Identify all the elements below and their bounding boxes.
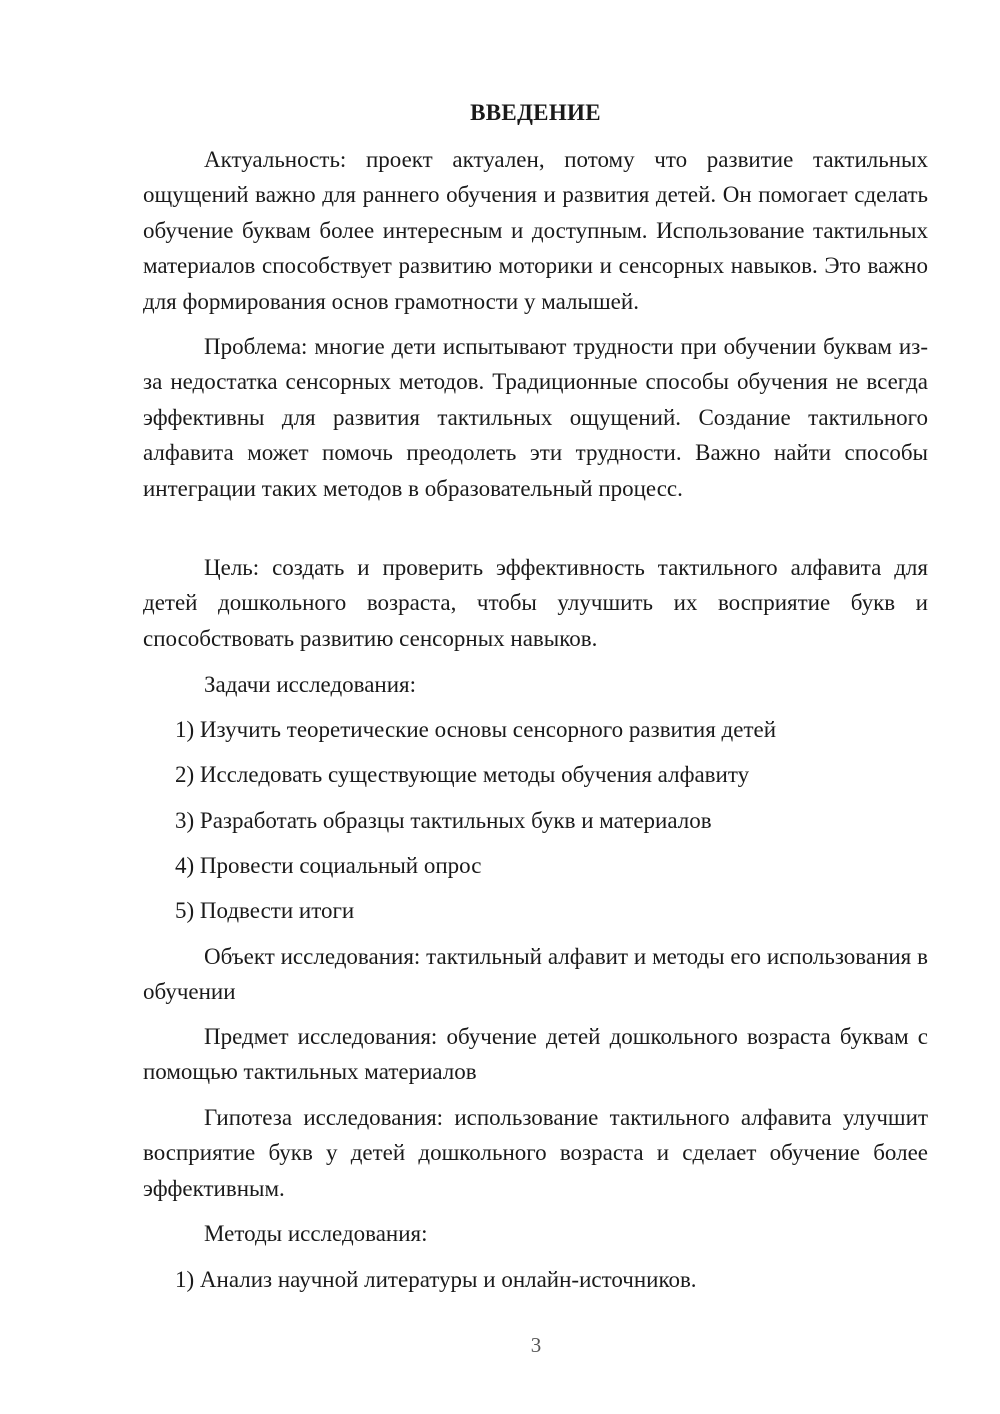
page-number: 3: [530, 1333, 542, 1357]
task-item: 4) Провести социальный опрос: [175, 853, 482, 878]
paragraph-goal: Цель: создать и проверить эффективность тактильного алфавита для детей дошкольного возраста, чтобы улучшить их восприятие букв и способствовать развитию сенсорных навыков.: [143, 555, 928, 651]
paragraph-subject: Предмет исследования: обучение детей дошкольного возраста буквам с помощью тактильных материалов: [143, 1024, 928, 1085]
task-item: 1) Изучить теоретические основы сенсорного развития детей: [175, 717, 777, 742]
task-item: 2) Исследовать существующие методы обучения алфавиту: [175, 762, 750, 787]
paragraph-hypothesis: Гипотеза исследования: использование тактильного алфавита улучшит восприятие букв у детей дошкольного возраста и сделает обучение более эффективным.: [143, 1105, 928, 1201]
paragraph-problem: Проблема: многие дети испытывают трудности при обучении буквам из-за недостатка сенсорных методов. Традиционные способы обучения не всегда эффективны для развития тактильных ощущений. Создание тактильного алфавита может помочь преодолеть эти трудности. Важно найти способы интеграции таких методов в образовательный процесс.: [143, 334, 928, 501]
task-item: 3) Разработать образцы тактильных букв и материалов: [175, 808, 712, 833]
task-item: 5) Подвести итоги: [175, 898, 355, 923]
methods-heading: Методы исследования:: [204, 1221, 428, 1246]
paragraph-object: Объект исследования: тактильный алфавит и методы его использования в обучении: [143, 944, 928, 1005]
tasks-heading: Задачи исследования:: [204, 672, 417, 697]
method-item: 1) Анализ научной литературы и онлайн-источников.: [175, 1267, 697, 1292]
page-title: ВВЕДЕНИЕ: [470, 100, 601, 125]
paragraph-relevance: Актуальность: проект актуален, потому что развитие тактильных ощущений важно для раннего обучения и развития детей. Он помогает сделать обучение буквам более интересным и доступным. Использование тактильных материалов способствует развитию моторики и сенсорных навыков. Это важно для формирования основ грамотности у малышей.: [143, 147, 928, 314]
